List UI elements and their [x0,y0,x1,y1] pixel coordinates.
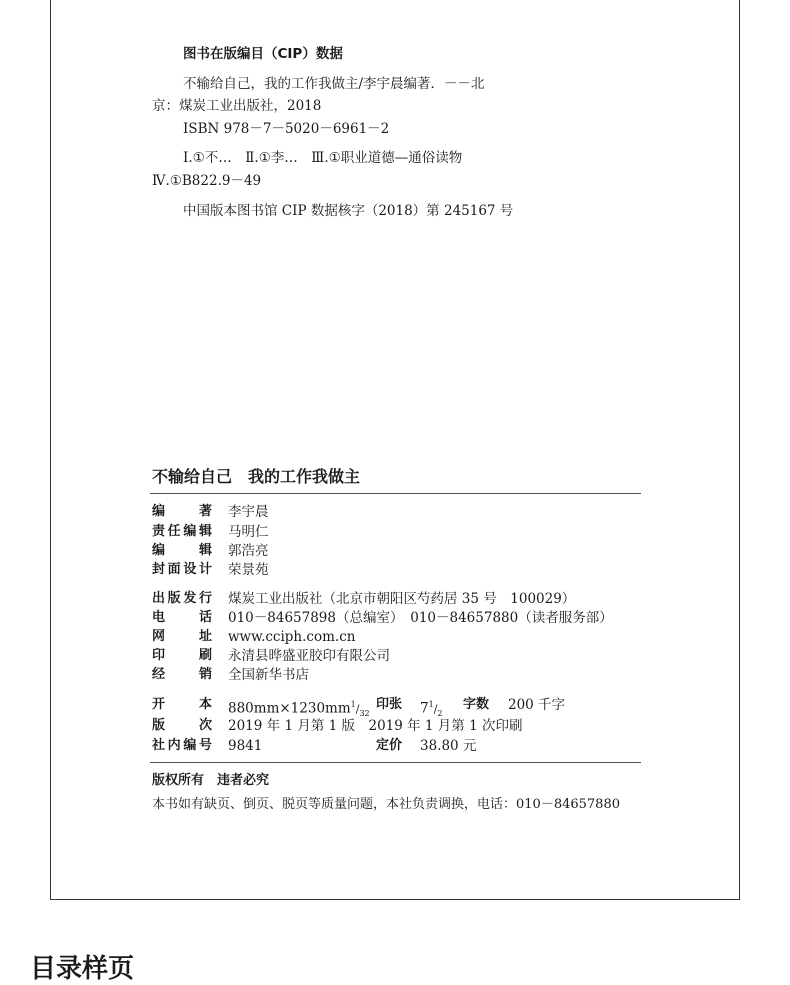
spec-value-sheets: $7^1/_2$ [420,700,443,719]
spec-value-internal-code: 9841 [228,738,263,754]
pub-label-publisher: 出版发行 [152,591,212,606]
pub-value-printer: 永清县晔盛亚胶印有限公司 [228,648,390,664]
credit-value-editor: 郭浩亮 [228,543,269,559]
cip-line-2: 京：煤炭工业出版社，2018 [152,98,322,114]
copyright-heading: 版权所有 违者必究 [152,773,270,788]
pub-label-website: 网 址 [152,629,212,644]
book-title: 不输给自己 我的工作我做主 [152,467,361,486]
pub-value-phone: 010－84657898（总编室） 010－84657880（读者服务部） [228,610,613,626]
spec-label-edition: 版 次 [152,718,212,733]
spec-sheets-sup: 1 [428,700,434,709]
cip-heading: 图书在版编目（CIP）数据 [183,46,343,62]
spec-label-internal-code: 社内编号 [152,738,212,753]
cip-record-number: 中国版本图书馆 CIP 数据核字（2018）第 245167 号 [183,203,514,219]
spec-sheets-int: 7 [420,700,429,717]
page-frame [50,0,740,900]
cip-line-1: 不输给自己，我的工作我做主/李宇晨编著．－－北 [183,76,485,92]
pub-value-publisher: 煤炭工业出版社（北京市朝阳区芍药居 35 号 100029） [228,591,576,607]
credit-value-editor-in-charge: 马明仁 [228,524,269,540]
credit-value-author: 李宇晨 [228,504,269,520]
spec-value-price: 38.80 元 [420,738,477,754]
divider-bottom [150,762,641,763]
credit-label-author: 编 著 [152,504,212,519]
spec-label-sheets: 印张 [376,697,403,712]
spec-value-edition: 2019 年 1 月第 1 版 2019 年 1 月第 1 次印刷 [228,718,523,734]
pub-label-distributor: 经 销 [152,667,212,682]
credit-label-editor-in-charge: 责任编辑 [152,524,212,539]
pub-label-printer: 印 刷 [152,648,212,663]
spec-format-dimensions: 880mm×1230mm [228,700,351,717]
toc-sample-heading: 目录样页 [30,954,135,984]
spec-value-format: $880mm\times 1230mm^1/_{32}$ [228,700,370,719]
cip-classification-1: Ⅰ.①不… Ⅱ.①李… Ⅲ.①职业道德—通俗读物 [183,150,463,166]
spec-format-sub: 32 [359,709,370,719]
pub-value-website: www.cciph.com.cn [228,629,356,645]
credit-label-cover-design: 封面设计 [152,562,212,577]
spec-format-sup: 1 [350,700,356,709]
credit-value-cover-design: 荣景苑 [228,562,269,578]
spec-label-format: 开 本 [152,697,212,712]
cip-isbn: ISBN 978－7－5020－6961－2 [183,121,390,137]
pub-value-distributor: 全国新华书店 [228,667,309,683]
divider-top [150,493,641,494]
pub-label-phone: 电 话 [152,610,212,625]
cip-classification-2: Ⅳ.①B822.9－49 [152,173,262,189]
spec-value-words: 200 千字 [508,697,566,713]
copyright-notice: 本书如有缺页、倒页、脱页等质量问题，本社负责调换，电话：010－84657880 [152,797,620,812]
spec-label-price: 定价 [376,738,403,753]
spec-label-words: 字数 [463,697,490,712]
spec-sheets-sub: 2 [437,709,443,719]
credit-label-editor: 编 辑 [152,543,212,558]
